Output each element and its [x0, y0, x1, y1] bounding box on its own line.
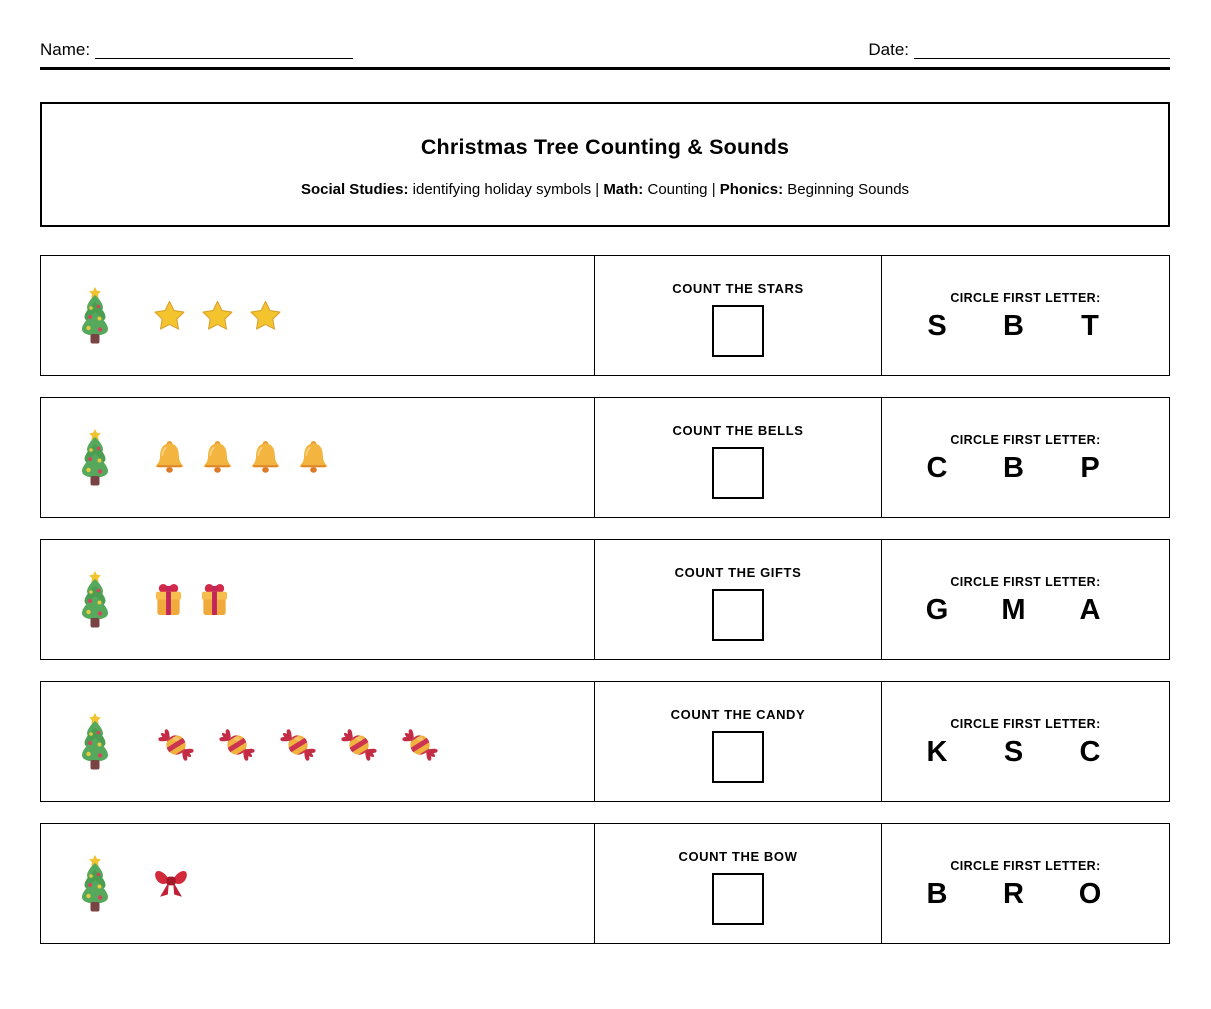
- bell-icon: [297, 439, 330, 476]
- candy-icon: [214, 723, 260, 767]
- letter-choice[interactable]: O: [1078, 878, 1102, 910]
- letter-cell: [882, 682, 1169, 801]
- letter-choice[interactable]: M: [1001, 594, 1026, 626]
- symbols-cell: [41, 682, 594, 801]
- task-row: [40, 255, 1170, 376]
- count-instruction: COUNT THE GIFTS: [674, 565, 802, 580]
- symbol-items: [153, 300, 282, 332]
- bell-icon: [201, 439, 234, 476]
- letter-cell: [882, 256, 1169, 375]
- candy-icon: [153, 723, 199, 767]
- symbols-cell: [41, 540, 594, 659]
- count-answer-box[interactable]: [712, 731, 764, 783]
- candy-icon: [275, 723, 321, 767]
- name-date-header: [40, 40, 1170, 59]
- count-answer-box[interactable]: [712, 447, 764, 499]
- date-field: [868, 40, 1170, 59]
- count-answer-box[interactable]: [712, 873, 764, 925]
- letter-choice[interactable]: S: [927, 310, 947, 342]
- star-icon: [201, 300, 234, 332]
- letter-choice[interactable]: P: [1080, 452, 1100, 484]
- letter-choices: [882, 737, 1169, 767]
- count-instruction: COUNT THE STARS: [672, 281, 804, 296]
- worksheet-title: Christmas Tree Counting & Sounds: [420, 135, 790, 159]
- name-label: Name:: [40, 40, 91, 59]
- task-row: [40, 681, 1170, 802]
- candy-icon: [336, 723, 382, 767]
- name-field: [40, 40, 353, 59]
- letter-cell: [882, 824, 1169, 943]
- subject-math-label: Math:: [603, 181, 644, 198]
- subject-math-text: Counting |: [643, 181, 720, 198]
- letter-choice[interactable]: S: [1003, 736, 1024, 768]
- symbol-items: [153, 582, 230, 617]
- letter-choice[interactable]: K: [926, 736, 948, 768]
- symbol-items: [153, 439, 330, 476]
- count-cell: [594, 682, 882, 801]
- christmas-tree-icon: [76, 855, 114, 912]
- letter-cell: [882, 540, 1169, 659]
- letter-choices: [882, 595, 1169, 625]
- task-row: [40, 539, 1170, 660]
- task-row: [40, 397, 1170, 518]
- count-cell: [594, 398, 882, 517]
- worksheet-rows: [40, 255, 1170, 944]
- letter-cell: [882, 398, 1169, 517]
- letter-choice[interactable]: B: [926, 878, 948, 910]
- christmas-tree-icon: [76, 429, 114, 486]
- subjects-line: [42, 181, 1168, 198]
- letter-choice[interactable]: C: [1079, 736, 1101, 768]
- symbols-cell: [41, 398, 594, 517]
- letter-choice[interactable]: C: [926, 452, 948, 484]
- candy-icon: [397, 723, 443, 767]
- christmas-tree-icon: [76, 713, 114, 770]
- letter-choice[interactable]: B: [1003, 310, 1024, 342]
- bell-icon: [249, 439, 282, 476]
- circle-instruction: CIRCLE FIRST LETTER:: [950, 859, 1101, 873]
- star-icon: [249, 300, 282, 332]
- letter-choice[interactable]: T: [1081, 310, 1099, 342]
- title-box: [40, 102, 1170, 227]
- count-cell: [594, 824, 882, 943]
- letter-choices: [882, 879, 1169, 909]
- letter-choice[interactable]: R: [1003, 878, 1024, 910]
- symbols-cell: [41, 256, 594, 375]
- header-divider: [40, 67, 1170, 70]
- circle-instruction: CIRCLE FIRST LETTER:: [950, 717, 1101, 731]
- subject-phonics-text: Beginning Sounds: [783, 181, 910, 198]
- symbol-items: [153, 726, 443, 758]
- subject-social-studies-label: Social Studies:: [300, 181, 409, 198]
- date-label: Date:: [868, 40, 909, 59]
- date-input-line[interactable]: [914, 42, 1170, 59]
- bell-icon: [153, 439, 186, 476]
- circle-instruction: CIRCLE FIRST LETTER:: [950, 433, 1101, 447]
- circle-instruction: CIRCLE FIRST LETTER:: [950, 291, 1101, 305]
- symbol-items: [153, 868, 189, 899]
- subject-social-studies-text: identifying holiday symbols |: [408, 181, 604, 198]
- count-answer-box[interactable]: [712, 305, 764, 357]
- letter-choices: [882, 453, 1169, 483]
- christmas-tree-icon: [76, 287, 114, 344]
- star-icon: [153, 300, 186, 332]
- letter-choices: [882, 311, 1169, 341]
- letter-choice[interactable]: G: [925, 594, 949, 626]
- count-answer-box[interactable]: [712, 589, 764, 641]
- christmas-tree-icon: [76, 571, 114, 628]
- task-row: [40, 823, 1170, 944]
- count-cell: [594, 540, 882, 659]
- symbols-cell: [41, 824, 594, 943]
- name-input-line[interactable]: [95, 42, 353, 59]
- gift-icon: [199, 582, 230, 617]
- subject-phonics-label: Phonics:: [719, 181, 784, 198]
- gift-icon: [153, 582, 184, 617]
- bow-icon: [153, 868, 189, 899]
- count-instruction: COUNT THE BOW: [678, 849, 798, 864]
- count-instruction: COUNT THE CANDY: [670, 707, 806, 722]
- letter-choice[interactable]: B: [1003, 452, 1024, 484]
- circle-instruction: CIRCLE FIRST LETTER:: [950, 575, 1101, 589]
- count-cell: [594, 256, 882, 375]
- count-instruction: COUNT THE BELLS: [672, 423, 804, 438]
- letter-choice[interactable]: A: [1079, 594, 1101, 626]
